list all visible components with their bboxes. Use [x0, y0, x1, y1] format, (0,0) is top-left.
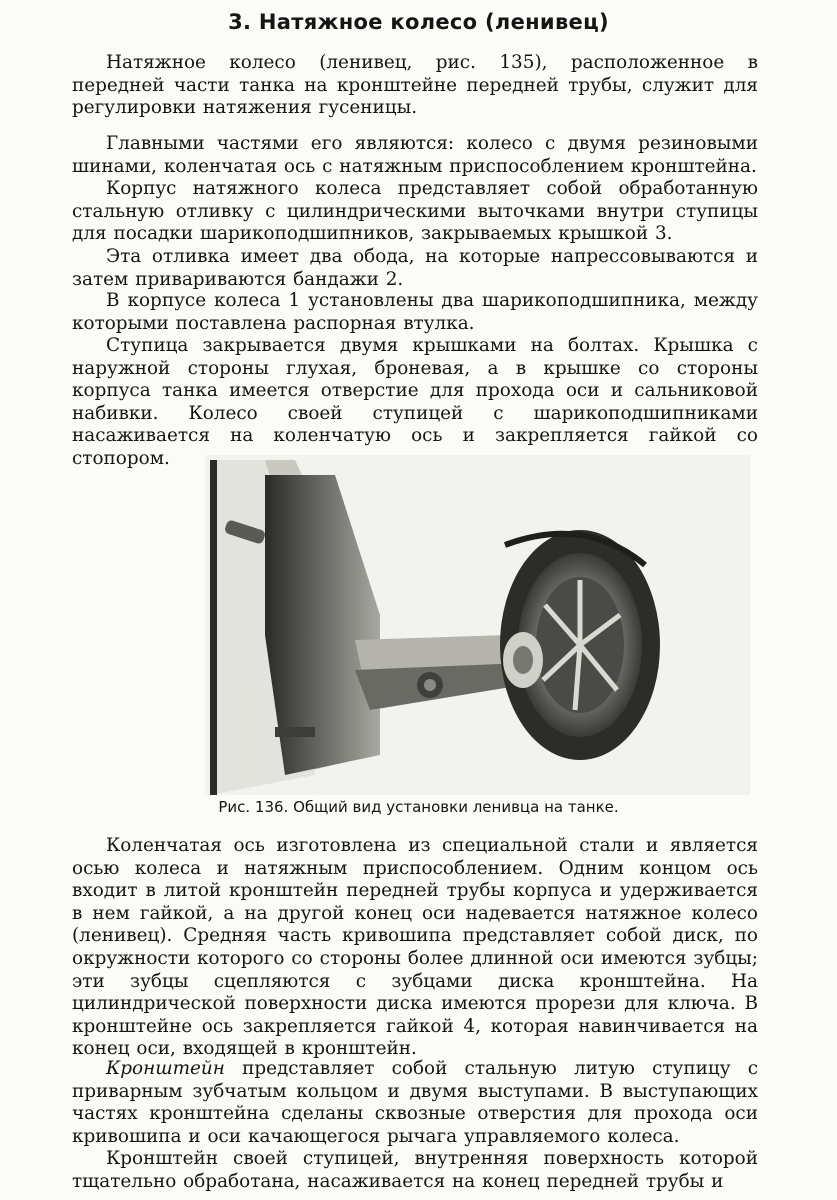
- paragraph-bearings: В корпусе колеса 1 установлены два шарикоподшипника, между которыми поставлена распорная втулка.: [72, 290, 758, 334]
- bracket-text: представляет собой стальную литую ступицу с приварным зубчатым кольцом и двумя выступами. В выступающих частях кронштейна сделаны сквозные отверстия для прохода оси кривошипа и оси качающегося рычага управляемого колеса.: [72, 1058, 758, 1147]
- paragraph-bracket-hub: Кронштейн своей ступицей, внутренняя поверхность которой тщательно обработана, насаживается на конец передней трубы и: [72, 1148, 758, 1192]
- paragraph-main-parts: Главными частями его являются: колесо с двумя резиновыми шинами, коленчатая ось с натяжным приспособлением кронштейна.: [72, 133, 758, 177]
- term-bracket: Кронштейн: [106, 1058, 225, 1079]
- paragraph-crank-axle: Коленчатая ось изготовлена из специальной стали и является осью колеса и натяжным приспособлением. Одним концом ось входит в литой кронштейн передней трубы корпуса и удерживается в нем гайкой, а на другой конец оси надевается натяжное колесо (ленивец). Средняя часть кривошипа представляет собой диск, по окружности которого со стороны более длинной оси имеются зубцы; эти зубцы сцепляются с зубцами диска кронштейна. На цилиндрической поверхности диска имеются прорези для ключа. В кронштейне ось закрепляется гайкой 4, которая навинчивается на конец оси, входящей в кронштейн.: [72, 835, 758, 1060]
- section-heading: 3. Натяжное колесо (ленивец): [228, 10, 609, 34]
- idler-wheel-illustration: [205, 455, 750, 795]
- paragraph-housing: Корпус натяжного колеса представляет собой обработанную стальную отливку с цилиндрическими выточками внутри ступицы для посадки шарикоподшипников, закрываемых крышкой 3.: [72, 178, 758, 245]
- figure-caption: Рис. 136. Общий вид установки ленивца на танке.: [218, 798, 619, 816]
- paragraph-intro: Натяжное колесо (ленивец, рис. 135), расположенное в передней части танка на кронштейне передней трубы, служит для регулировки натяжения гусеницы.: [72, 52, 758, 119]
- paragraph-bracket: [72, 1058, 758, 1148]
- figure-idler-photo: [205, 455, 750, 795]
- paragraph-hub: Ступица закрывается двумя крышками на болтах. Крышка с наружной стороны глухая, броневая, а в крышке со стороны корпуса танка имеется отверстие для прохода оси и сальниковой набивки. Колесо своей ступицей с шарикоподшипниками насаживается на коленчатую ось и закрепляется гайкой со стопором.: [72, 335, 758, 469]
- paragraph-casting: Эта отливка имеет два обода, на которые напрессовываются и затем привариваются бандажи 2.: [72, 246, 758, 290]
